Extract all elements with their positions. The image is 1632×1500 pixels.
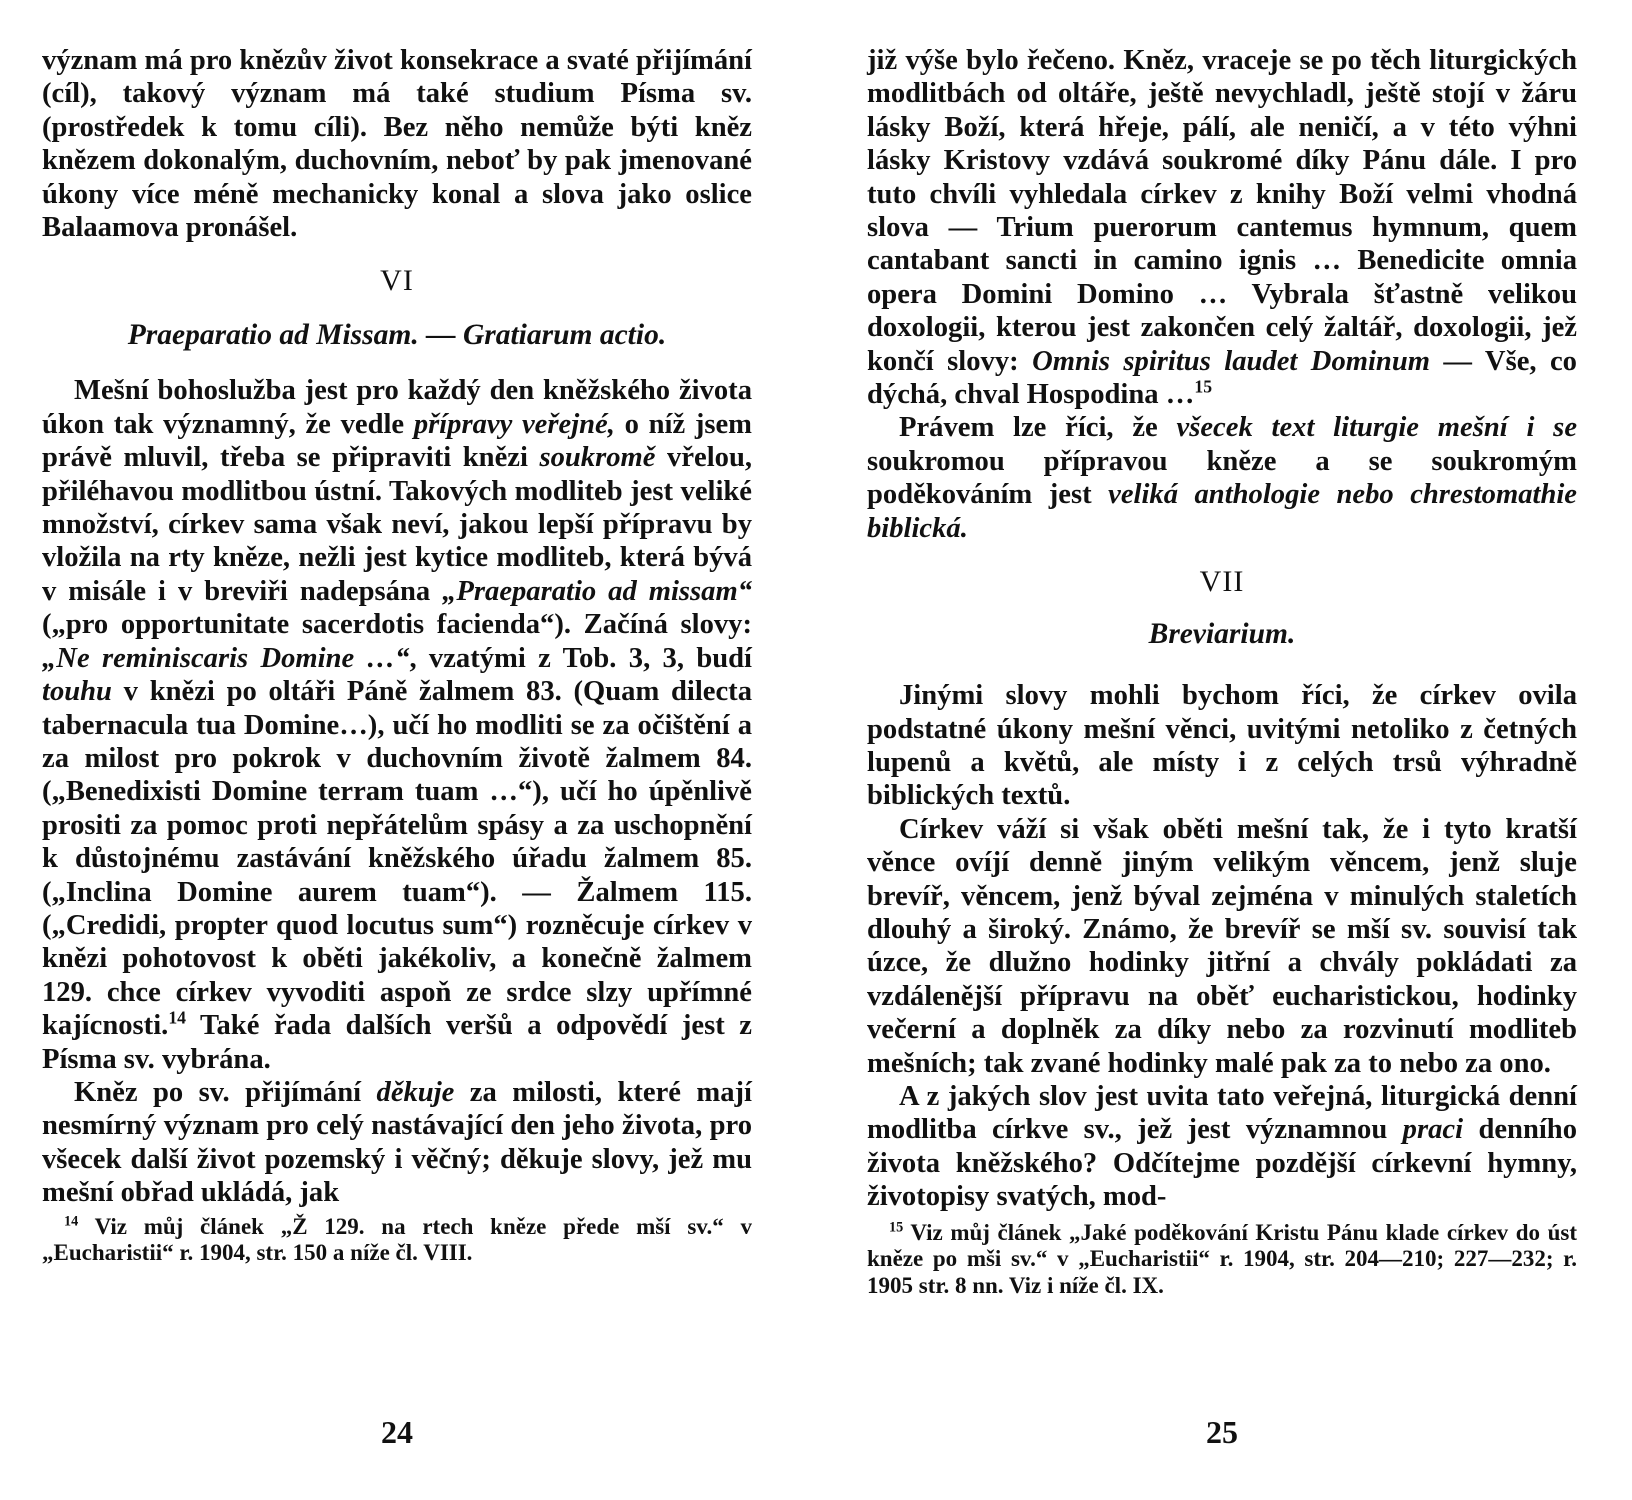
paragraph: Jinými slovy mohli bychom říci, že církev ovila podstatné úkony mešní věnci, uvitými netoliko z četných lupenů a květů, ale místy i z celých trsů výhradně biblických textů. <box>867 680 1577 812</box>
right-page <box>867 44 1577 1299</box>
footnote-number: 14 <box>64 1212 79 1229</box>
page-number: 24 <box>381 1414 413 1450</box>
paragraph: Církev váží si však oběti mešní tak, že i tyto kratší věnce ovíjí denně jiným velikým věncem, jenž sluje brevíř, věncem, jenž býval zejména v minulých staletích dlouhý a široký. Známo, že brevíř se mší sv. souvisí tak úzce, že dlužno hodinky jitřní a chvály pokládati za vzdálenější přípravu na oběť eucharistickou, hodinky večerní a doplněk za díky nebo za rozvinutí modliteb mešních; tak zvané hodinky malé pak za to nebo za ono. <box>867 813 1577 1079</box>
paragraph: A z jakých slov jest uvita tato veřejná, liturgická denní modlitba církve sv., jež jest významnou praci denního života kněžského? Odčítejme pozdější církevní hymny, životopisy svatých, mod- <box>867 1080 1577 1213</box>
paragraph: Kněz po sv. přijímání děkuje za milosti, které mají nesmírný význam pro celý nastávající den jeho života, pro všecek další život pozemský i věčný; děkuje slovy, jež mu mešní obřad ukládá, jak <box>42 1076 752 1209</box>
footnote: $^{14}$ Viz můj článek „Ž 129. na rtech kněze přede mší sv.“ v „Eucharistii“ r. 1904, str. 150 a níže čl. VIII. <box>42 1212 752 1266</box>
section-numeral: VI <box>380 264 414 298</box>
footnote-ref: 14 <box>168 1007 187 1028</box>
footnote-number: 15 <box>889 1218 904 1235</box>
footnote: $^{15}$ Viz můj článek „Jaké poděkování Kristu Pánu klade církev do úst kněze po mši sv.“ v „Eucharistii“ r. 1904, str. 204—210; 227—232; r. 1905 str. 8 nn. Viz i níže čl. IX. <box>867 1218 1577 1298</box>
page-number: 25 <box>1206 1414 1238 1450</box>
section-numeral: VII <box>1199 565 1245 599</box>
left-page <box>42 44 752 1267</box>
paragraph: Mešní bohoslužba jest pro každý den kněžského života úkon tak významný, že vedle přípravy veřejné, o níž jsem právě mluvil, třeba se připraviti knězi soukromě vřelou, přiléhavou modlitbou ústní. Takových modliteb jest veliké množství, církev sama však neví, jakou lepší přípravu by vložila na rty kněze, nežli jest kytice modliteb, která bývá v misále i v breviři nadepsána „Praeparatio ad missam“ („pro opportunitate sacerdotis facienda“). Začíná slovy: „Ne reminiscaris Domine …“, vzatými z Tob. 3, 3, budí touhu v knězi po oltáři Páně žalmem 83. (Quam dilecta tabernacula tua Domine…), učí ho modliti se za očištění a za milost pro pokrok v duchovním životě žalmem 84. („Benedixisti Domine terram tuam …“), učí ho úpěnlivě prositi za pomoc proti nepřátelům spásy a za uschopnění k důstojnému zastávání kněžského úřadu žalmem 85. („Inclina Domine aurem tuam“). — Žalmem 115. („Credidi, propter quod locutus sum“) rozněcuje církev v knězi pohotovost k oběti jakékoliv, a konečně žalmem 129. chce církev vyvoditi aspoň ze srdce slzy upřímné kajícnosti.$^{14}$ Také řada dalších veršů a odpovědí jest z Písma sv. vybrána. <box>42 375 753 1075</box>
paragraph-continuation: význam má pro knězův život konsekrace a svaté přijímání (cíl), takový význam má také studium Písma sv. (prostředek k tomu cíli). Bez něho nemůže býti kněz knězem dokonalým, duchovním, neboť by pak jmenované úkony více méně mechanicky konal a slova jako oslice Balaamova pronášel. <box>42 45 752 244</box>
section-title: Praeparatio ad Missam. — Gratiarum actio. <box>127 319 667 352</box>
paragraph: Právem lze říci, že všecek text liturgie mešní i se soukromou přípravou kněze a se soukromým poděkováním jest veliká anthologie nebo chrestomathie biblická. <box>867 412 1578 544</box>
section-title: Breviarium. <box>1148 618 1296 651</box>
paragraph-continuation: již výše bylo řečeno. Kněz, vraceje se po těch liturgických modlitbách od oltáře, ještě nevychladl, ještě stojí v žáru lásky Boží, která hřeje, pálí, ale neničí, a v této výhni lásky Kristovy vzdává soukromé díky Pánu dále. I pro tuto chvíli vyhledala církev z knihy Boží velmi vhodná slova — Trium puerorum cantemus hymnum, quem cantabant sancti in camino ignis … Benedicite omnia opera Domini Domino … Vybrala šťastně velikou doxologii, kterou jest zakončen celý žaltář, doxologii, jež končí slovy: Omnis spiritus laudet Dominum — Vše, co dýchá, chval Hospodina …$^{15}$ <box>867 45 1577 411</box>
footnote-ref: 15 <box>1194 376 1213 397</box>
